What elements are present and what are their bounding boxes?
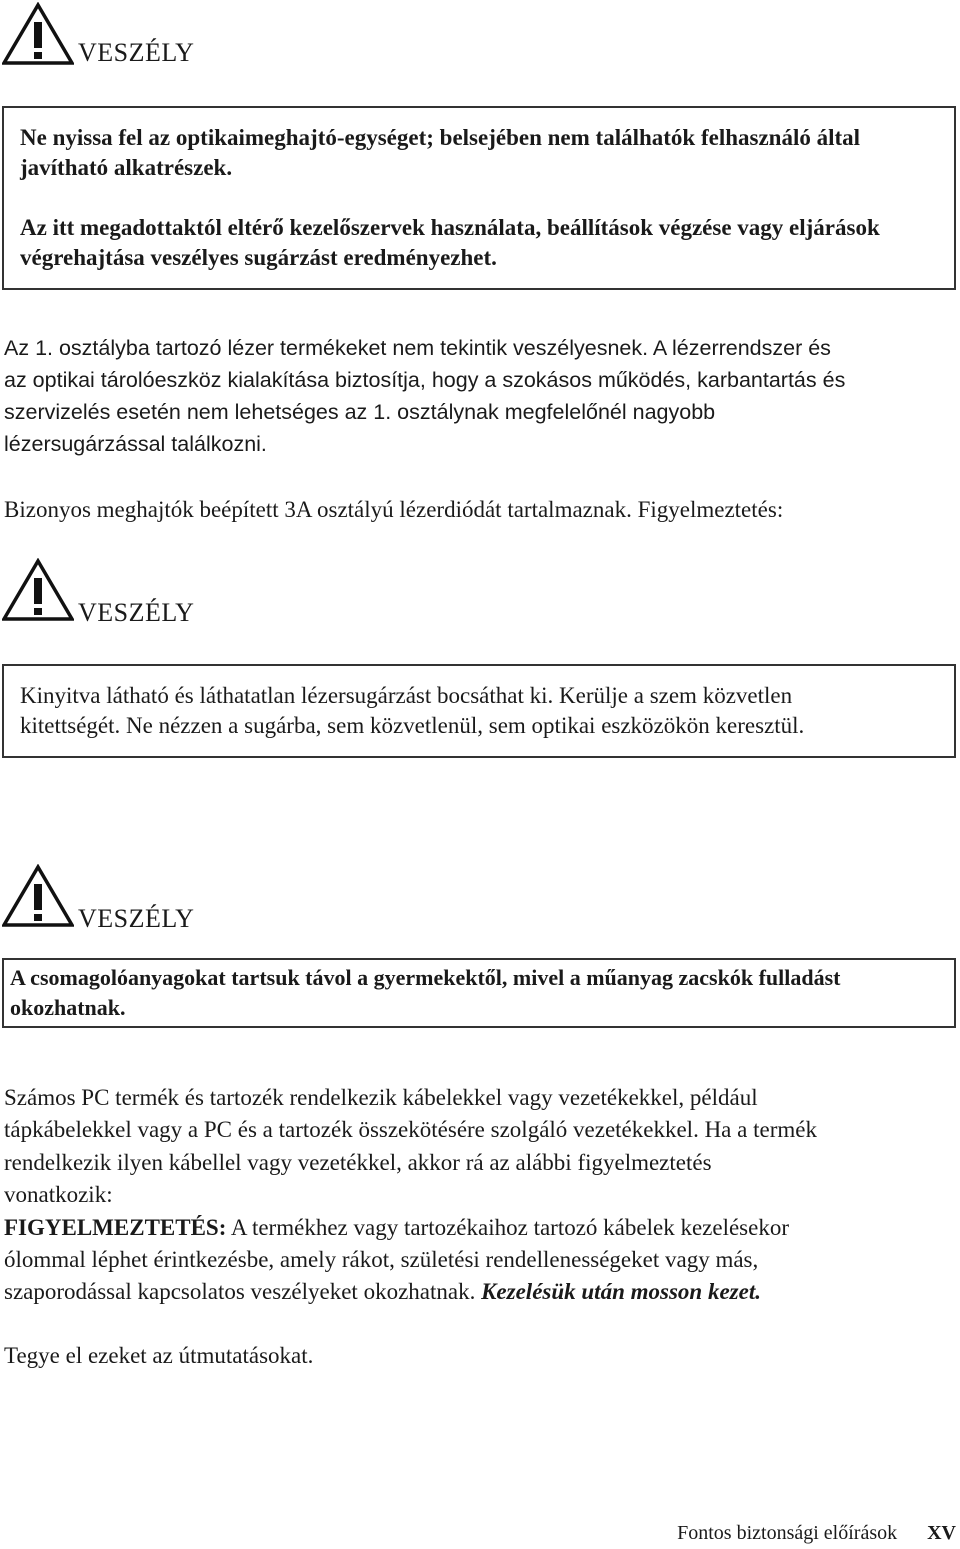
cables-paragraph-line: rendelkezik ilyen kábellel vagy vezetékkel, akkor rá az alábbi figyelmeztetés — [4, 1150, 712, 1175]
laser-paragraph-line: lézersugárzással találkozni. — [4, 432, 267, 456]
warning-text-line: javítható alkatrészek. — [20, 155, 233, 180]
warning-triangle-icon — [2, 2, 74, 66]
warning-text-line: Az itt megadottaktól eltérő kezelőszervek használata, beállítások végzése vagy eljárások — [20, 215, 880, 240]
cables-paragraph-line: Számos PC termék és tartozék rendelkezik kábelekkel vagy vezetékekkel, például — [4, 1085, 758, 1110]
warning-heading: VESZÉLY — [78, 598, 195, 627]
caution-line — [4, 1276, 761, 1308]
warning-heading: VESZÉLY — [78, 904, 195, 933]
warning-triangle-icon — [2, 558, 74, 622]
laser-3a-paragraph: Bizonyos meghajtók beépített 3A osztályú lézerdiódát tartalmaznak. Figyelmeztetés: — [4, 497, 784, 522]
cables-paragraph-line: vonatkozik: — [4, 1182, 113, 1207]
page-number: XV — [927, 1522, 956, 1544]
warning-text-line: A csomagolóanyagokat tartsuk távol a gyermekektől, mivel a műanyag zacskók fulladást — [10, 965, 841, 990]
caution-text: A termékhez vagy tartozékaihoz tartozó kábelek kezelésekor — [226, 1215, 789, 1240]
cables-paragraph-line: tápkábelekkel vagy a PC és a tartozék összekötésére szolgáló vezetékekkel. Ha a termék — [4, 1117, 817, 1142]
warning-text-line: Ne nyissa fel az optikaimeghajtó-egységet; belsejében nem találhatók felhasználó által — [20, 125, 861, 150]
warning-text-line: kitettségét. Ne nézzen a sugárba, sem közvetlenül, sem optikai eszközökön keresztül. — [20, 713, 805, 738]
caution-emphasis: Kezelésük után mosson kezet. — [481, 1279, 761, 1304]
laser-paragraph-line: Az 1. osztályba tartozó lézer termékeket nem tekintik veszélyesnek. A lézerrendszer és — [4, 336, 831, 360]
warning-text-line: okozhatnak. — [10, 995, 126, 1020]
laser-paragraph-line: az optikai tárolóeszköz kialakítása biztosítja, hogy a szokásos működés, karbantartás és — [4, 368, 846, 392]
footer-title: Fontos biztonsági előírások — [677, 1522, 898, 1544]
caution-line: ólommal léphet érintkezésbe, amely rákot, születési rendellenességeket vagy más, — [4, 1247, 759, 1272]
laser-paragraph-line: szervizelés esetén nem lehetséges az 1. osztálynak megfelelőnél nagyobb — [4, 400, 716, 424]
warning-heading: VESZÉLY — [78, 38, 195, 67]
caution-line — [4, 1212, 789, 1244]
caution-text: szaporodással kapcsolatos veszélyeket okozhatnak. — [4, 1279, 482, 1304]
keep-instructions: Tegye el ezeket az útmutatásokat. — [4, 1343, 314, 1368]
warning-triangle-icon — [2, 864, 74, 928]
caution-label: FIGYELMEZTETÉS: — [4, 1215, 227, 1240]
warning-text-line: Kinyitva látható és láthatatlan lézersugárzást bocsáthat ki. Kerülje a szem közvetlen — [20, 683, 793, 708]
warning-text-line: végrehajtása veszélyes sugárzást eredményezhet. — [20, 245, 497, 270]
page-footer — [677, 1522, 956, 1545]
